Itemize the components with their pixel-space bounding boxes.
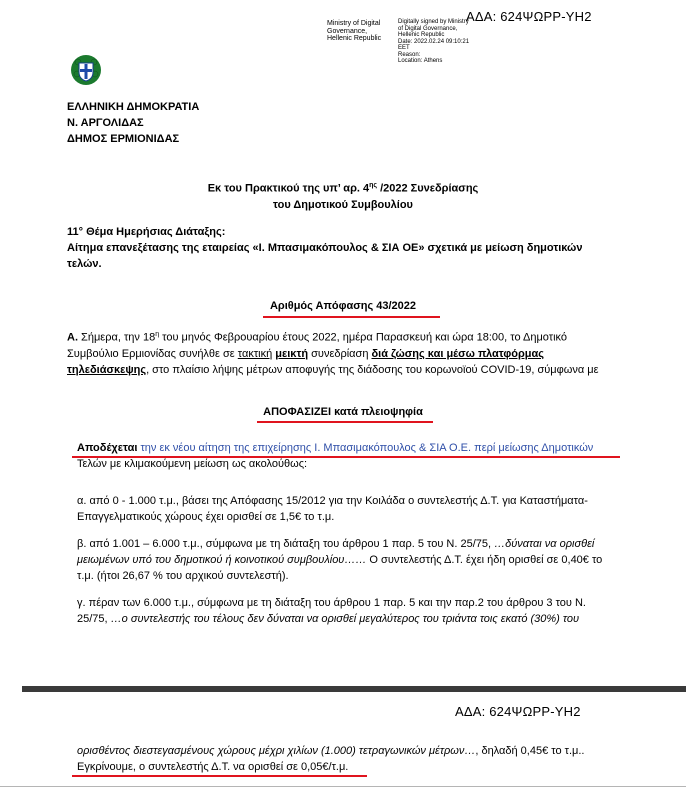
item-a [77,493,637,525]
decision-number: Αριθμός Απόφασης 43/2022 [269,300,417,312]
item-b-line-3: τ.μ. (ήτοι 26,67 % του αρχικού συντελεστή). [77,570,289,582]
page2-line-2: Εγκρίνουμε, ο συντελεστής Δ.Τ. να ορισθεί σε 0,05€/τ.μ. [77,761,349,773]
signature-detail-line: Date: 2022.02.24 09:10:21 [398,38,470,45]
title-line-2: του Δημοτικού Συμβουλίου [273,198,413,211]
text: ορισθέντος διεστεγασμένους χώρους μέχρι χιλίων (1.000) τετραγωνικών μέτρων… [77,745,476,757]
text: διά ζώσης και μέσω πλατφόρμας [371,347,544,360]
item-b-line-1 [77,536,637,552]
topic-text: Αίτημα επανεξέτασης της εταιρείας «Ι. Μπασιμακόπουλος & ΣΙΑ ΟΕ» σχετικά με μείωση δημοτικών [67,242,583,254]
accepts-text: την εκ νέου αίτηση της επιχείρησης Ι. Μπασιμακόπουλος & ΣΙΑ Ο.Ε. περί μείωσης Δημοτικών [137,442,594,454]
topic-heading: 11° Θέμα Ημερήσιας Διάταξης: [67,226,226,238]
text: , στο πλαίσιο λήψης μέτρων αποφυγής της διάδοσης του κορωνοϊού COVID-19, σύμφωνα με [146,363,599,376]
text: …δύναται να ορισθεί [494,538,595,550]
text: τακτική [237,347,273,360]
text: Ο συντελεστής Δ.Τ. έχει ήδη ορισθεί σε 0,40€ το [366,554,603,566]
page-break-divider [22,686,686,692]
signature-detail-line: Location: Athens [398,58,443,64]
bottom-rule [0,786,686,787]
text: …ο συντελεστής του τέλους δεν δύναται να ορισθεί μεγαλύτερος του τριάντα τοις εκατό (30%) του [110,613,580,625]
decides-heading: ΑΠΟΦΑΣΙΖΕΙ κατά πλειοψηφία [263,406,423,418]
header-line: ΔΗΜΟΣ ΕΡΜΙΟΝΙΔΑΣ [67,133,180,145]
paragraph-a-line-3 [67,362,637,378]
decides-underline [257,421,433,423]
sup: η [155,331,160,338]
accepts-bold: Αποδέχεται [77,442,138,454]
decision-number-underline [263,316,440,318]
approval-underline [72,775,367,777]
header-line: Ν. ΑΡΓΟΛΙΔΑΣ [67,117,144,129]
accepts-line-1 [77,440,637,456]
ada-code-bottom: ΑΔΑ: 624ΨΩΡΡ-ΥΗ2 [455,704,581,719]
agenda-topic [67,224,637,272]
item-a-line-2: Επαγγελματικούς χώρους έχει ορισθεί σε 1,5€ το τ.μ. [77,511,335,523]
title-text: /2022 Συνεδρίασης [377,182,479,195]
signature-signer [327,20,397,43]
text: μειωμένων υπό του δημοτικού ή κοινοτικού συμβουλίου…… [77,554,367,566]
signer-line: Governance, [327,27,368,35]
signature-detail-line: Digitally signed by Ministry [398,19,469,25]
text: Συμβούλιο Ερμιονίδας συνήλθε σε [67,347,238,360]
text: Σήμερα, την 18 [78,331,156,344]
title-sup: ης [369,182,378,189]
topic-text: τελών. [67,258,102,270]
text: του μηνός Φεβρουαρίου έτους 2022, ημέρα Παρασκευή και ώρα 18:00, το Δημοτικό [159,331,568,344]
paragraph-a-line-2 [67,346,637,362]
paragraph-a [67,327,637,378]
minutes-title [160,178,526,213]
item-a-line-1: α. από 0 - 1.000 τ.μ., βάσει της Απόφασης 15/2012 για την Κοιλάδα ο συντελεστής Δ.Τ. για Καταστήματα- [77,495,588,507]
authority-header [67,99,199,147]
signature-detail-line: of Digital Governance, [398,25,458,32]
signature-details [398,19,488,65]
item-b-line-2 [77,552,637,568]
signature-detail-line: Hellenic Republic [398,32,445,38]
item-c-line-1: γ. πέραν των 6.000 τ.μ., σύμφωνα με τη διάταξη του άρθρου 1 παρ. 5 και την παρ.2 του άρθρου 3 του Ν. [77,597,586,609]
item-c-line-2 [77,611,637,627]
item-c [77,595,637,627]
page2-text [77,743,637,775]
ada-code-top: ΑΔΑ: 624ΨΩΡΡ-ΥΗ2 [466,9,592,24]
text: β. από 1.001 – 6.000 τ.μ., σύμφωνα με τη διάταξη του άρθρου 1 παρ. 5 του Ν. 25/75, [77,538,495,550]
paragraph-label: Α. [67,331,78,344]
text: μεικτή [275,347,309,360]
text: 25/75, [77,613,111,625]
signer-line: Ministry of Digital [327,20,381,27]
signer-line: Hellenic Republic [327,35,382,42]
item-b [77,536,637,584]
header-line: ΕΛΛΗΝΙΚΗ ΔΗΜΟΚΡΑΤΙΑ [67,101,200,113]
text: , δηλαδή 0,45€ το τ.μ.. [475,745,585,757]
accepts-underline [72,456,620,458]
coat-of-arms-icon [70,54,102,86]
title-text: Εκ του Πρακτικού της υπ’ αρ. 4 [207,182,370,195]
page2-line-1 [77,743,637,759]
title-line-1 [160,178,526,197]
text: τηλεδιάσκεψης [67,363,147,376]
signature-detail-line: EET [398,45,410,51]
paragraph-a-line-1 [67,327,637,346]
signature-detail-line: Reason: [398,51,421,58]
text: συνεδρίαση [308,347,372,360]
accepts-line-2: Τελών με κλιμακούμενη μείωση ως ακολούθως: [77,458,308,470]
